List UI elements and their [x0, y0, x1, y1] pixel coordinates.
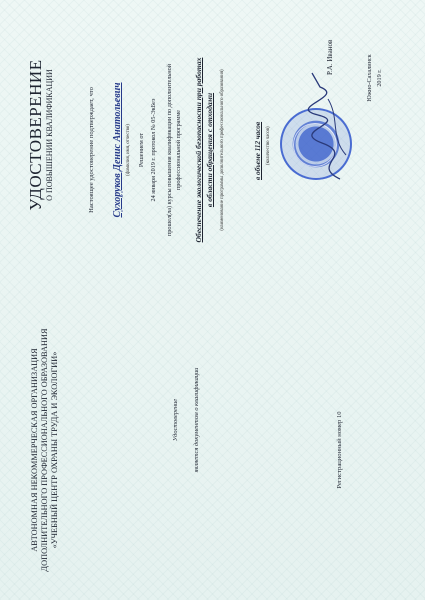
document-note — [172, 330, 200, 510]
handwritten-signature — [300, 65, 360, 185]
document-title: УДОСТОВЕРЕНИЕ — [26, 59, 45, 211]
decision-label: Решением от — [138, 132, 145, 168]
registration-number: Регистрационный номер 10 — [336, 411, 343, 489]
issue-city: Южно-Сахалинск — [366, 54, 373, 102]
organization-name — [30, 300, 60, 600]
org-line-1: АВТОНОМНАЯ НЕКОММЕРЧЕСКАЯ ОРГАНИЗАЦИЯ — [30, 348, 39, 552]
signatory-name: Р.А. Иванов — [326, 39, 334, 75]
completed-line-2: профессиональной программе — [175, 109, 182, 191]
hours-value: в объеме 112 часов — [254, 121, 262, 180]
name-caption: (фамилия, имя, отчество) — [126, 124, 131, 176]
org-line-2: ДОПОЛНИТЕЛЬНОГО ПРОФЕССИОНАЛЬНОГО ОБРАЗОВАНИЯ — [40, 328, 49, 572]
completed-line-1: прошел(ла) курсы повышения квалификации по дополнительной — [166, 64, 173, 236]
note-line-1: Удостоверение — [172, 398, 179, 442]
hours-caption: (количество часов) — [266, 126, 271, 165]
note-line-2: является документом о квалификации — [193, 367, 200, 473]
program-line-2: в области обращения с отходами — [205, 92, 214, 208]
person-name: Сухоруков Денис Анатольевич — [112, 82, 123, 218]
program-line-1: Обеспечение экологической безопасности при работах — [194, 57, 203, 243]
issue-year: 2019 г. — [376, 69, 383, 87]
program-caption: (наименование программы дополнительного профессионального образования) — [220, 69, 225, 231]
org-line-3: «УЧЕБНЫЙ ЦЕНТР ОХРАНЫ ТРУДА И ЭКОЛОГИИ» — [50, 351, 59, 549]
document-subtitle: О ПОВЫШЕНИИ КВАЛИФИКАЦИИ — [45, 69, 54, 201]
certifies-text: Настоящее удостоверение подтверждает, что — [88, 87, 95, 213]
decision-date: 24 января 2019 г. протокол № 05-ЭкБез — [150, 98, 157, 202]
